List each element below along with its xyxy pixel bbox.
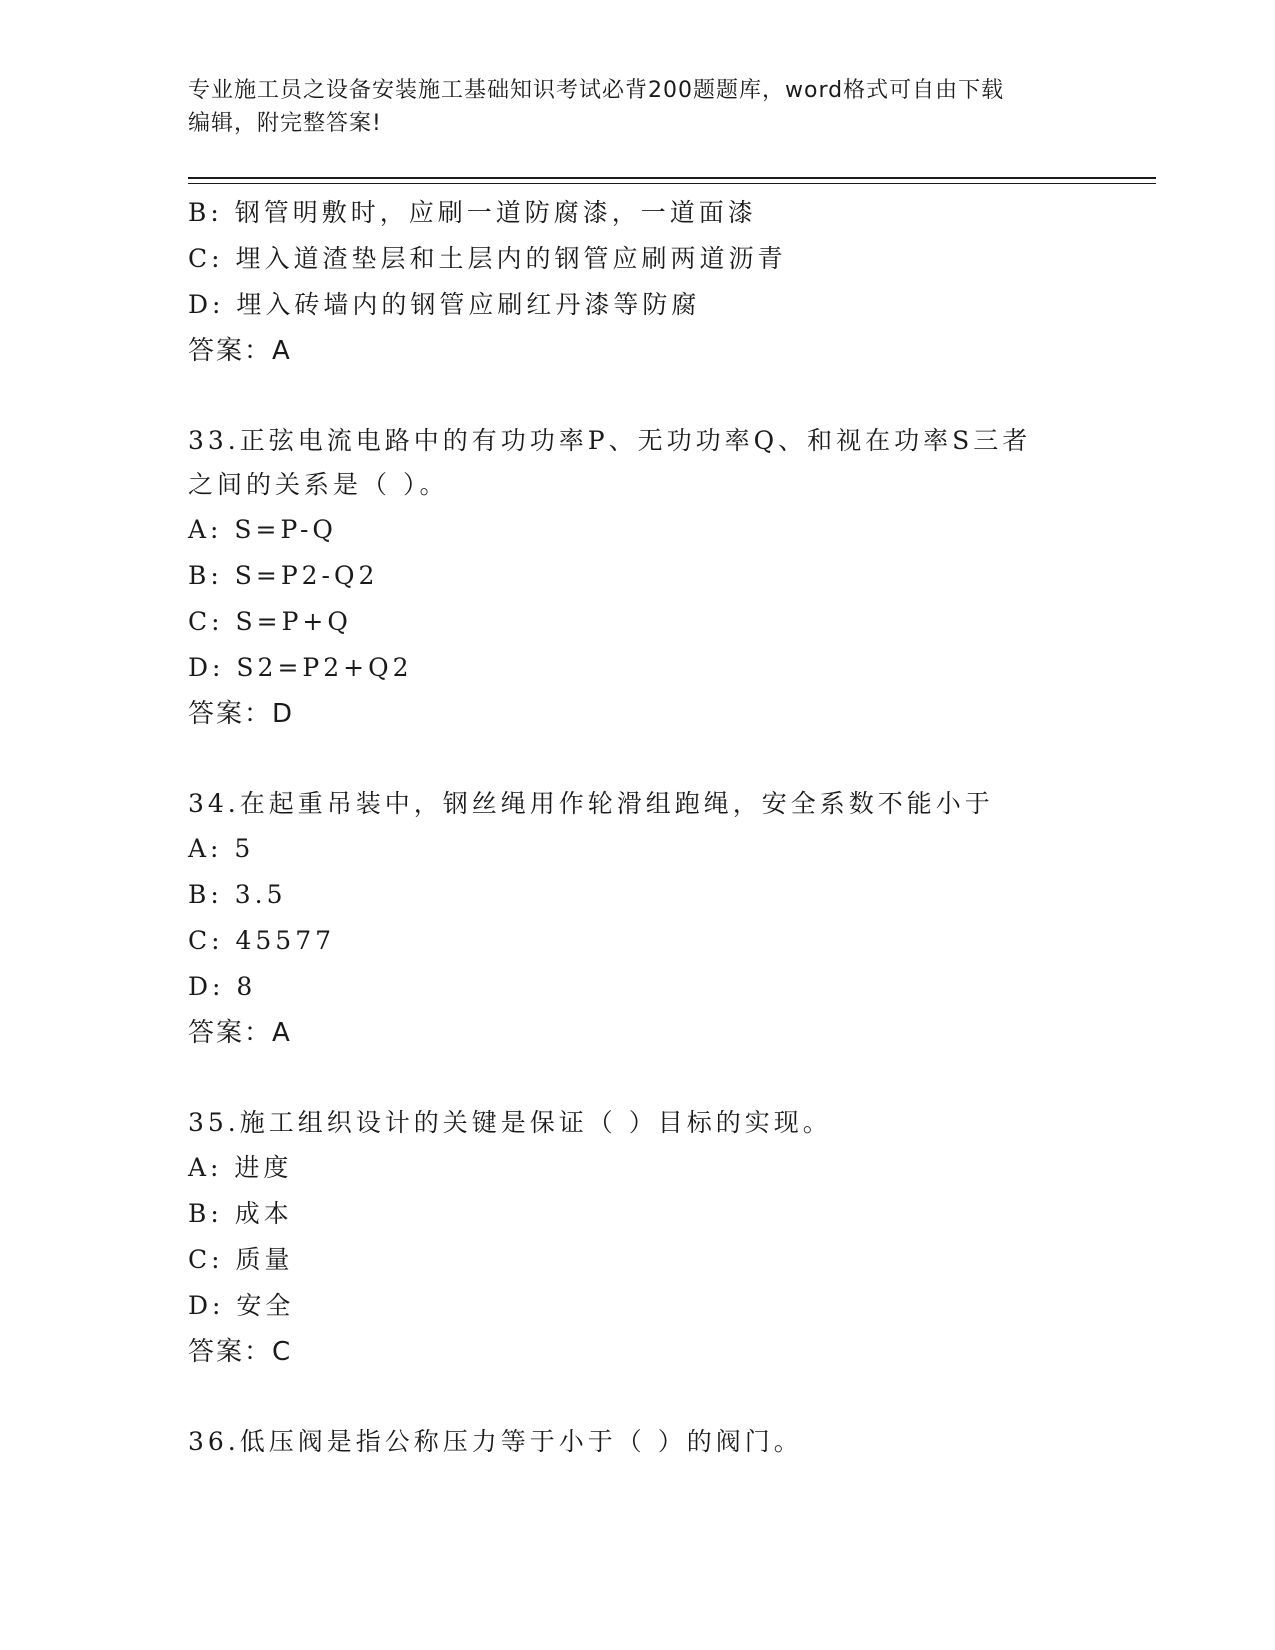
answer-line: 答案：C	[188, 1337, 293, 1367]
option-a: A: 进度	[188, 1153, 293, 1182]
option-d: D: 安全	[188, 1291, 295, 1320]
header-line-2: 编辑，附完整答案!	[188, 111, 382, 136]
document-body	[188, 190, 1088, 1464]
option-c: C: 质量	[188, 1245, 294, 1274]
question-text: 33.正弦电流电路中的有功功率P、无功功率Q、和视在功率S三者之间的关系是（ ）。	[188, 426, 1032, 499]
question-text: 35.施工组织设计的关键是保证（ ）目标的实现。	[188, 1108, 832, 1137]
page-header	[188, 74, 1068, 140]
option-b: B: 3.5	[188, 880, 287, 909]
answer-line: 答案：A	[188, 1018, 292, 1048]
option-b: B: S=P2-Q2	[188, 561, 379, 590]
option-d: D: 8	[188, 972, 257, 1001]
option-d: D: 埋入砖墙内的钢管应刷红丹漆等防腐	[188, 290, 701, 319]
question-text: 34.在起重吊装中，钢丝绳用作轮滑组跑绳，安全系数不能小于	[188, 789, 994, 818]
question-block-34	[188, 782, 1088, 1056]
question-text: 36.低压阀是指公称压力等于小于（ ）的阀门。	[188, 1427, 803, 1456]
header-line-1: 专业施工员之设备安装施工基础知识考试必背200题题库，word格式可自由下载	[188, 78, 1005, 103]
header-divider-thin	[188, 183, 1156, 184]
option-a: A: S=P-Q	[188, 515, 337, 544]
answer-line: 答案：D	[188, 699, 295, 729]
option-d: D: S2=P2+Q2	[188, 653, 413, 682]
option-b: B: 成本	[188, 1199, 293, 1228]
header-divider-thick	[188, 177, 1156, 179]
question-block-33	[188, 419, 1088, 737]
option-b: B: 钢管明敷时，应刷一道防腐漆，一道面漆	[188, 198, 757, 227]
option-c: C: S=P+Q	[188, 607, 352, 636]
option-a: A: 5	[188, 834, 255, 863]
question-block-32	[188, 190, 1088, 374]
option-c: C: 埋入道渣垫层和土层内的钢管应刷两道沥青	[188, 244, 787, 273]
question-block-36	[188, 1420, 1088, 1464]
option-c: C: 45577	[188, 926, 336, 955]
question-block-35	[188, 1101, 1088, 1375]
answer-line: 答案：A	[188, 336, 292, 366]
